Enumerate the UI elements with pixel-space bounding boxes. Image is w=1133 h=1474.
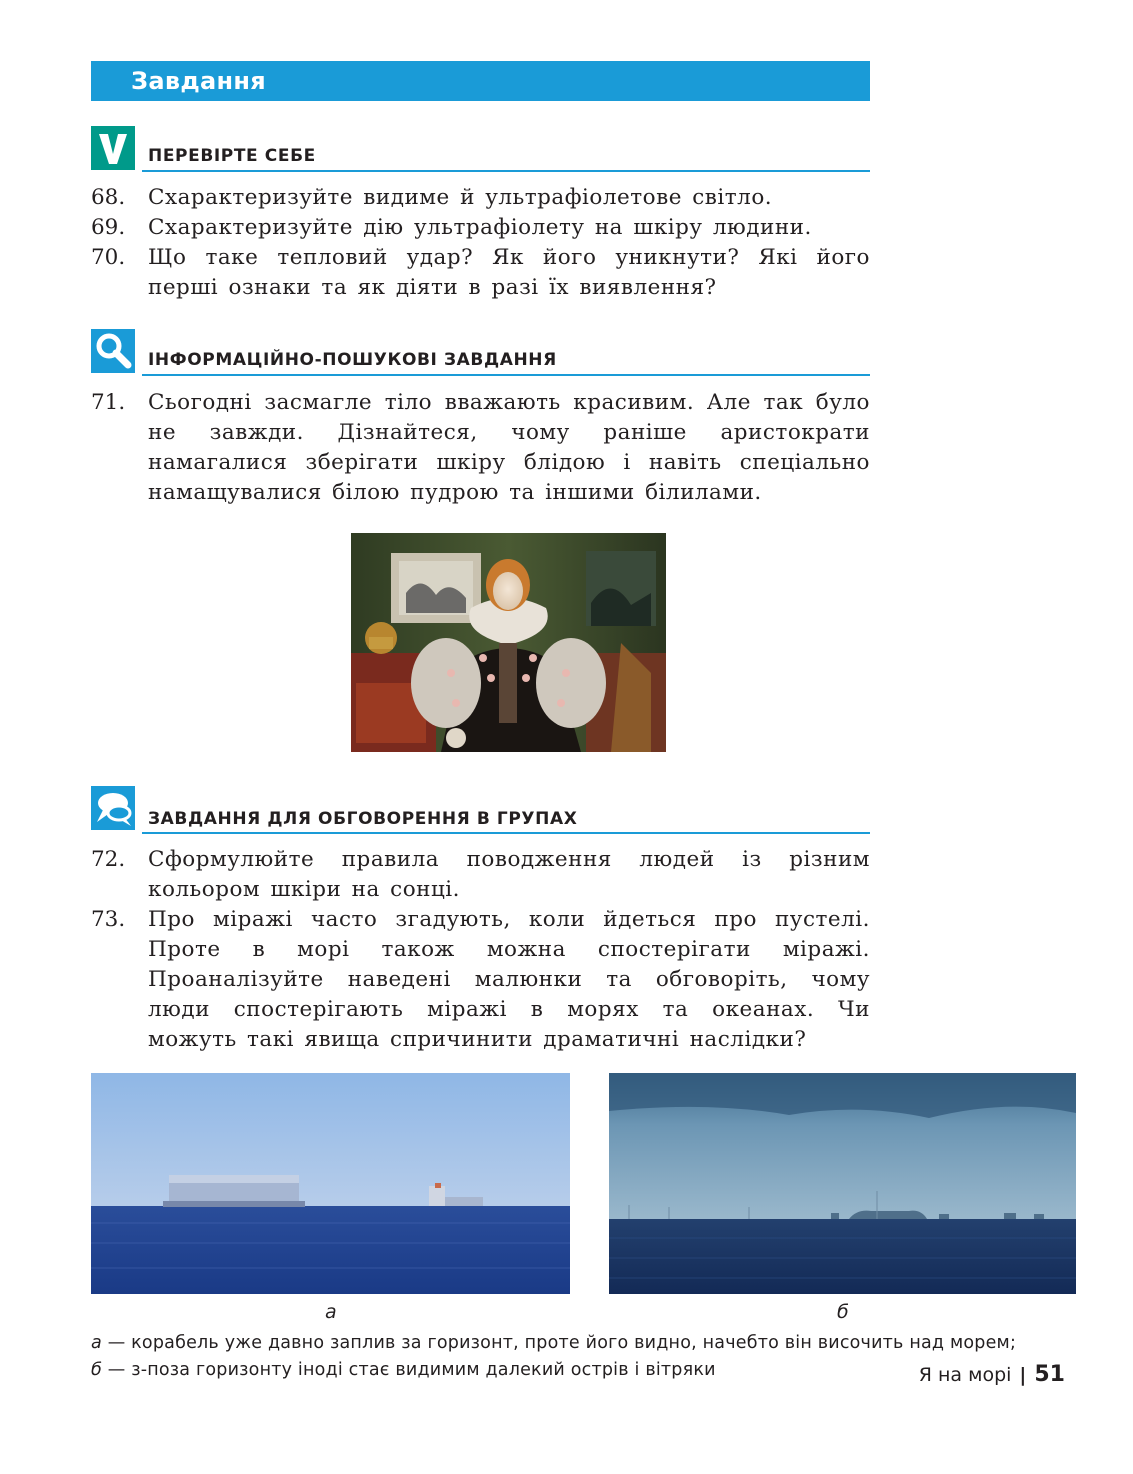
section-title-search: ІНФОРМАЦІЙНО-ПОШУКОВІ ЗАВДАННЯ xyxy=(148,350,557,370)
figure-label-b: б xyxy=(837,1301,849,1323)
speech-bubbles-icon xyxy=(91,786,135,830)
page-number: 51 xyxy=(1034,1362,1065,1387)
photo-island-mirage xyxy=(609,1073,1076,1294)
task-text: Схарактеризуйте видиме й ультрафіолетове світло. xyxy=(148,185,773,210)
section-title-group: ЗАВДАННЯ ДЛЯ ОБГОВОРЕННЯ В ГРУПАХ xyxy=(148,809,578,829)
task-number: 70. xyxy=(91,245,126,270)
caption-label-a: а xyxy=(91,1333,102,1353)
task-text: Схарактеризуйте дію ультрафіолету на шкіру людини. xyxy=(148,215,812,240)
section-rule xyxy=(142,832,870,834)
checkmark-icon xyxy=(91,126,135,170)
page-footer xyxy=(919,1362,1065,1387)
task-text: Що таке тепловий удар? Як його уникнути? Які його перші ознаки та як діяти в разі їх виявлення? xyxy=(148,245,870,300)
caption-label-b: б xyxy=(91,1360,102,1380)
section-rule xyxy=(142,170,870,172)
section-rule xyxy=(142,374,870,376)
footer-section: Я на морі xyxy=(918,1364,1012,1386)
caption-text-b: — з-поза горизонту іноді стає видимим далекий острів і вітряки xyxy=(102,1360,716,1380)
magnifier-icon xyxy=(91,329,135,373)
header-bar xyxy=(91,61,870,101)
task-number: 72. xyxy=(91,847,126,872)
figure-caption xyxy=(91,1330,1021,1384)
section-title-check: ПЕРЕВІРТЕ СЕБЕ xyxy=(148,146,316,166)
task-number: 73. xyxy=(91,907,126,932)
portrait-image xyxy=(351,533,666,752)
task-text: Сформулюйте правила поводження людей із різним кольором шкіри на сонці. xyxy=(148,847,870,902)
task-number: 71. xyxy=(91,390,126,415)
task-text: Сьогодні засмагле тіло вважають красивим. Але так було не завжди. Дізнайтеся, чому раніше аристократи намагалися зберігати шкіру блідою і навіть спеціально намащувалися білою пудрою та іншими білилами. xyxy=(148,390,870,505)
task-text: Про міражі часто згадують, коли йдеться про пустелі. Проте в морі також можна спостерігати міражі. Проаналізуйте наведені малюнки та обговоріть, чому люди спостерігають міражі в морях та океанах. Чи можуть такі явища спричинити драматичні наслідки? xyxy=(148,907,870,1052)
caption-text-a: — корабель уже давно заплив за горизонт, проте його видно, начебто він височить над морем; xyxy=(101,1333,1017,1353)
task-number: 69. xyxy=(91,215,126,240)
page-title: Завдання xyxy=(131,67,266,95)
task-number: 68. xyxy=(91,185,126,210)
figure-label-a: а xyxy=(325,1301,337,1323)
footer-separator: | xyxy=(1019,1364,1027,1386)
photo-ship-mirage xyxy=(91,1073,570,1294)
